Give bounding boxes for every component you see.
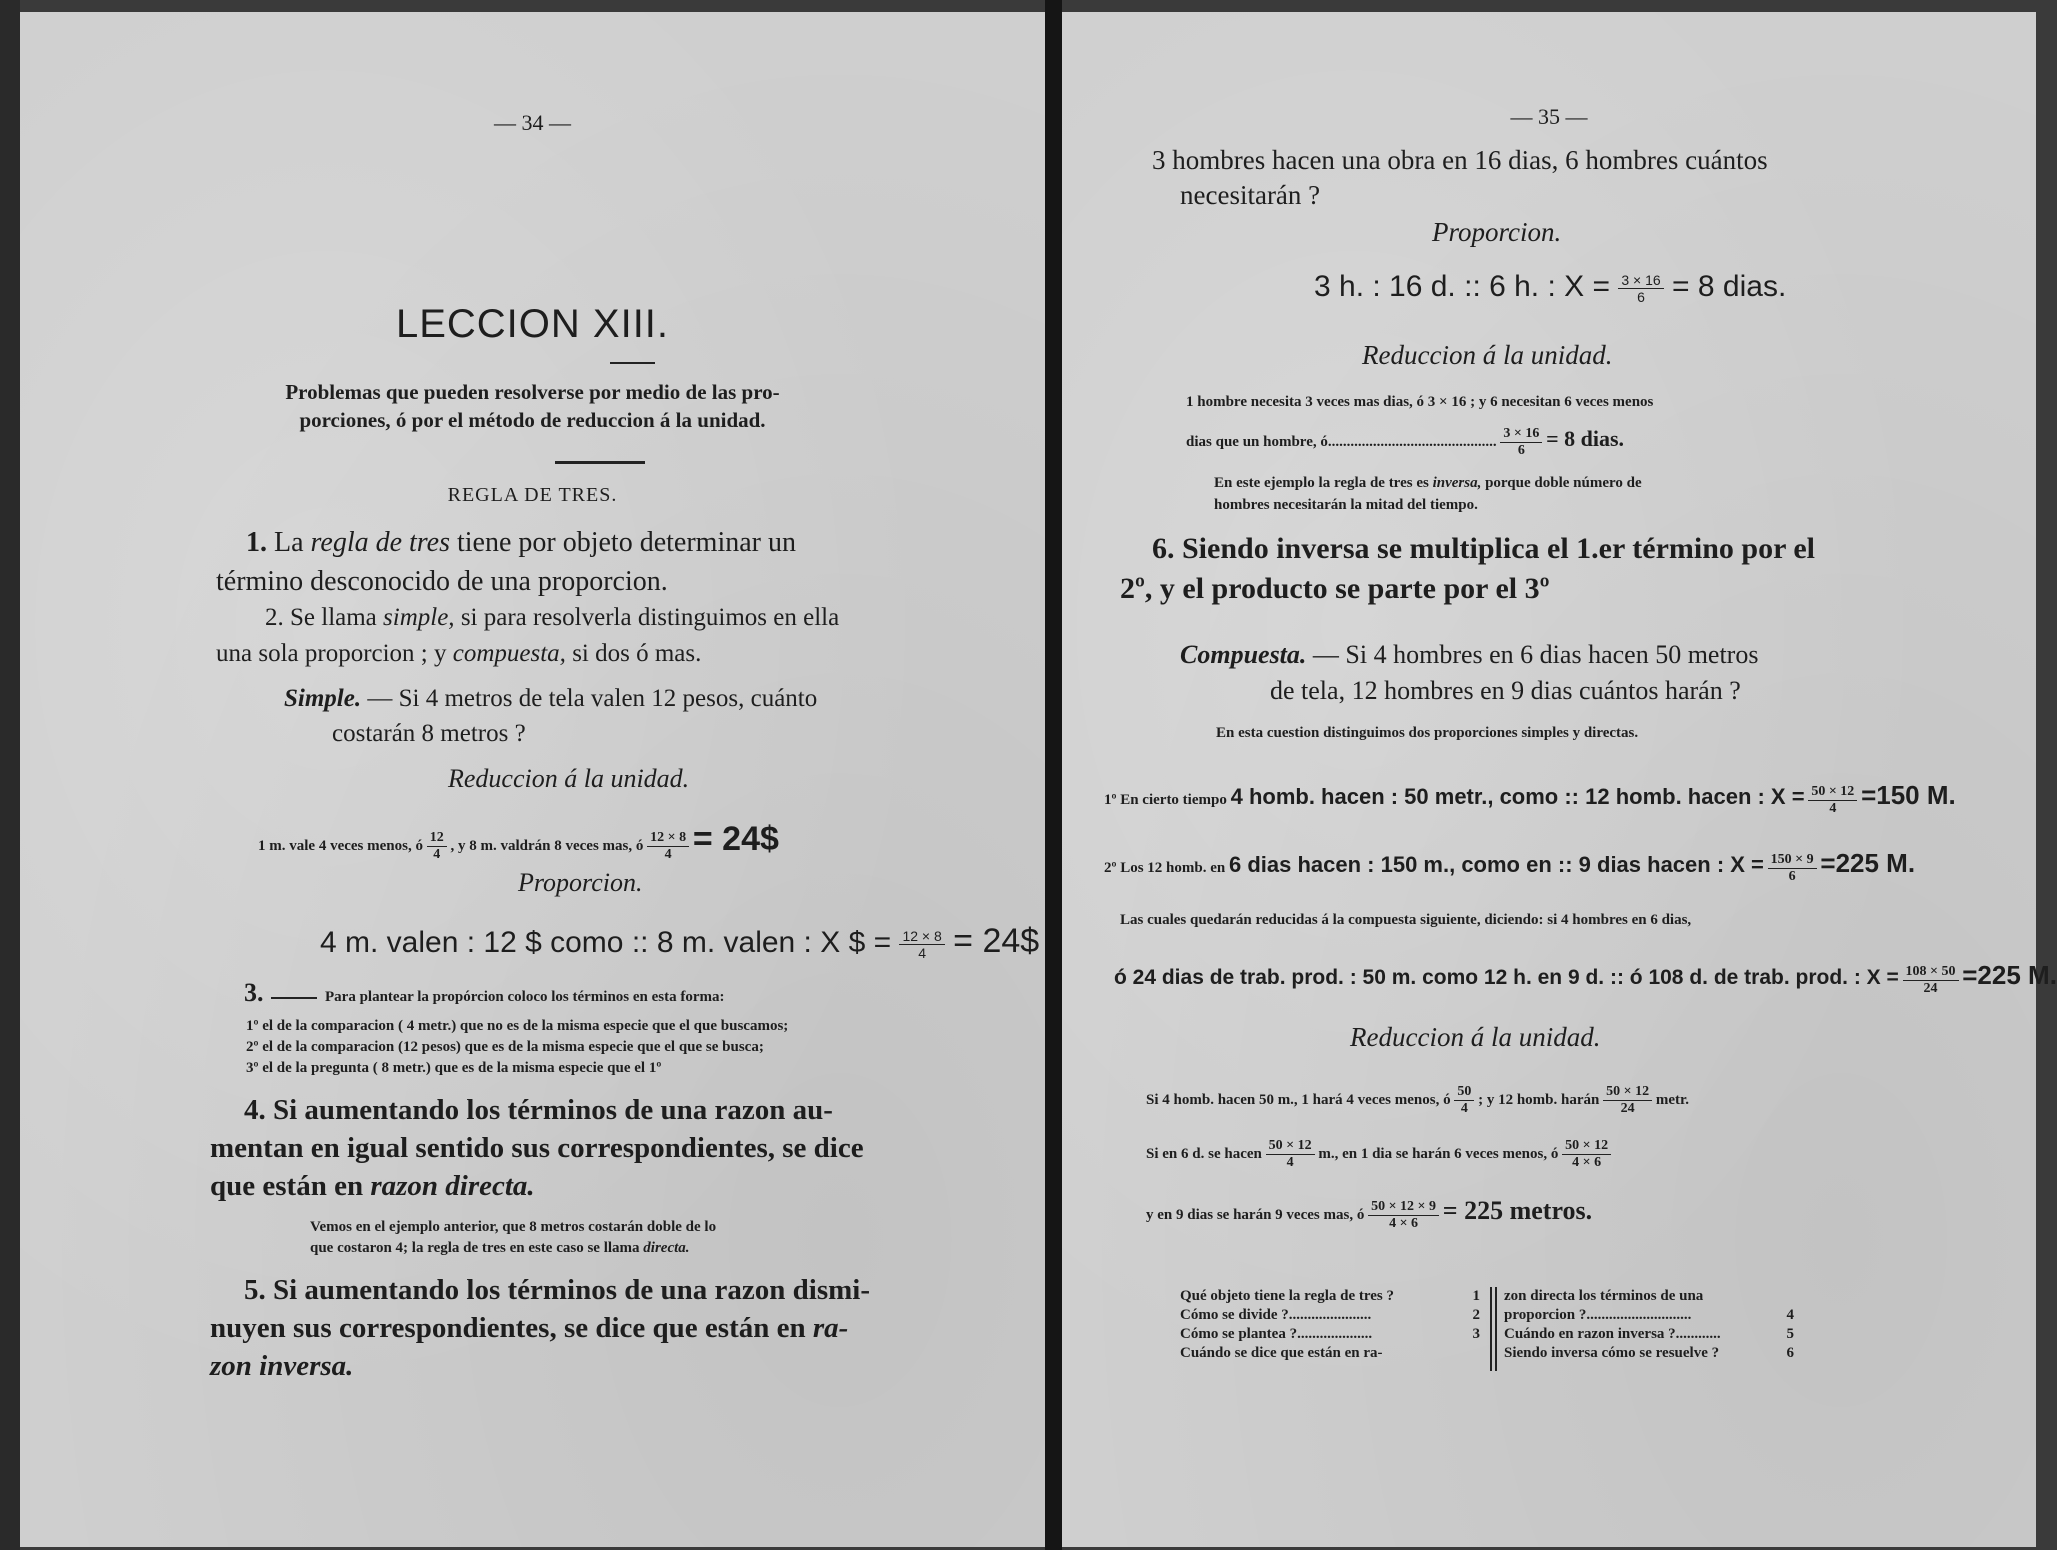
denominator: 24 (1620, 1101, 1635, 1116)
numerator: 50 × 12 (1562, 1138, 1611, 1155)
formula: 4 m. valen : 12 $ como :: 8 m. valen : X $ = (320, 926, 892, 959)
numerator: 3 × 16 (1500, 426, 1542, 443)
reduccion-2-line-2 (1146, 1138, 1611, 1171)
paragraph-1 (246, 525, 796, 561)
text: ; y 12 homb. harán (1478, 1091, 1600, 1108)
proporcion-formula (1314, 270, 1786, 305)
text: metr. (1655, 1091, 1690, 1108)
question-row (1504, 1287, 1794, 1306)
reduccion-line-2 (1186, 426, 1624, 459)
fraction (1454, 1084, 1474, 1117)
text: — Si 4 hombres en 6 dias hacen 50 metros (1306, 640, 1759, 669)
cuestion-line: En esta cuestion distinguimos dos proporciones simples y directas. (1216, 725, 1639, 741)
denominator: 24 (1923, 981, 1938, 997)
paragraph-3-item-1: 1º el de la comparacion ( 4 metr.) que no es de la misma especie que el que buscamos; (246, 1018, 789, 1034)
fraction (647, 830, 689, 863)
text: si dos ó mas. (565, 640, 702, 667)
question-row (1504, 1344, 1794, 1363)
denominator: 4 (1829, 801, 1837, 817)
compuesta-example-line-2: de tela, 12 hombres en 9 dias cuántos harán ? (1270, 676, 1741, 705)
result: = 24$ (953, 922, 1040, 960)
numerator: 3 × 16 (1618, 272, 1663, 289)
dash (271, 997, 317, 999)
text: porque doble número de (1481, 475, 1642, 491)
problem-line-1: 3 hombres hacen una obra en 16 dias, 6 hombres cuántos (1152, 145, 1768, 175)
numerator: 50 × 12 (1808, 784, 1857, 801)
denominator: 4 × 6 (1572, 1155, 1602, 1170)
paragraph-4-line-3 (210, 1168, 535, 1204)
book-spine (1045, 0, 1062, 1550)
result: = 225 metros. (1442, 1196, 1593, 1225)
denominator: 4 (664, 847, 672, 863)
text: 1 m. vale 4 veces menos, ó (258, 838, 423, 854)
problem-line-2: necesitarán ? (1180, 180, 1321, 210)
text: que costaron 4; la regla de tres en este caso se llama (310, 1240, 644, 1256)
compuesta-label: Compuesta. (1180, 640, 1307, 669)
paragraph-6-line-2: 2º, y el producto se parte por el 3º (1120, 572, 1550, 605)
question-number: 1 (1472, 1288, 1480, 1304)
text: En este ejemplo la regla de tres es (1214, 475, 1433, 491)
question-row (1504, 1325, 1794, 1344)
fraction (1903, 964, 1959, 997)
lesson-title: LECCION XIII. (395, 302, 670, 346)
paragraph-3 (244, 978, 725, 1008)
denominator: 4 (433, 847, 441, 863)
reduccion-2-line-3 (1146, 1196, 1592, 1232)
table-divider (1490, 1287, 1492, 1371)
proporcion-title: Proporcion. (518, 868, 643, 897)
question-number: 2 (1472, 1307, 1480, 1323)
table-divider (1495, 1287, 1497, 1371)
term-simple: simple, (383, 604, 455, 631)
denominator: 6 (1637, 288, 1645, 305)
text: Si 4 homb. hacen 50 m., 1 hará 4 veces menos, ó (1146, 1091, 1451, 1108)
result: =150 M. (1861, 780, 1956, 810)
numerator: 50 (1454, 1084, 1474, 1101)
question-row (1180, 1344, 1480, 1363)
paragraph-6: 6. Siendo inversa se multiplica el 1.er término por el (1152, 532, 1816, 565)
page-number: — 35 — (1510, 104, 1588, 129)
simple-example (284, 685, 817, 713)
paragraph-4-note-1: Vemos en el ejemplo anterior, que 8 metros costarán doble de lo (310, 1219, 717, 1235)
fraction (1618, 272, 1663, 305)
right-page (1062, 12, 2057, 1547)
reduccion-line (258, 820, 779, 863)
term-razon: ra- (812, 1312, 849, 1344)
paragraph-4: 4. Si aumentando los términos de una razon au- (244, 1094, 833, 1126)
text: dias que un hombre, ó............................................. (1186, 434, 1497, 450)
cuales-line: Las cuales quedarán reducidas á la compuesta siguiente, diciendo: si 4 hombres en 6 dias, (1120, 912, 1692, 928)
denominator: 4 (918, 944, 927, 961)
numerator: 50 × 12 (1603, 1084, 1652, 1101)
formula: 6 dias hacen : 150 m., como en :: 9 dias hacen : X = (1228, 852, 1764, 877)
text: La (267, 527, 311, 558)
left-page (20, 12, 1045, 1547)
fraction (1603, 1084, 1652, 1117)
paragraph-number: 3. (244, 978, 264, 1007)
denominator: 6 (1788, 869, 1796, 885)
reduccion-2-line-1 (1146, 1084, 1689, 1117)
paragraph-5: 5. Si aumentando los términos de una razon dismi- (244, 1274, 870, 1306)
proportion-row-3 (1114, 960, 2057, 997)
paragraph-2 (265, 604, 839, 632)
text: — Si 4 metros de tela valen 12 pesos, cuánto (361, 685, 818, 712)
result: =225 M. (1820, 848, 1916, 878)
result: = 8 dias. (1546, 426, 1625, 451)
question-number: 6 (1786, 1345, 1794, 1361)
paragraph-4-note-2 (310, 1240, 690, 1257)
question-row (1180, 1306, 1480, 1325)
note-line-1 (1214, 475, 1642, 492)
question-text: Qué objeto tiene la regla de tres ? (1180, 1288, 1394, 1304)
numerator: 108 × 50 (1903, 964, 1959, 981)
question-text: zon directa los términos de una (1504, 1288, 1704, 1304)
text: que están en (210, 1170, 371, 1202)
formula: ó 24 dias de trab. prod. : 50 m. como 12 h. en 9 d. :: ó 108 d. de trab. prod. : X = (1114, 966, 1899, 989)
paragraph-5-line-2 (210, 1310, 848, 1346)
text: nuyen sus correspondientes, se dice que están en (210, 1312, 813, 1344)
numerator: 12 × 8 (647, 830, 689, 847)
reduccion-line-1: 1 hombre necesita 3 veces mas dias, ó 3 × 16 ; y 6 necesitan 6 veces menos (1186, 394, 1654, 410)
row-label: 1º En cierto tiempo (1104, 792, 1227, 808)
fraction (899, 928, 944, 961)
fraction (427, 830, 447, 863)
denominator: 4 × 6 (1389, 1216, 1419, 1232)
reduccion-title: Reduccion á la unidad. (448, 764, 690, 793)
numerator: 12 × 8 (899, 928, 944, 945)
proporcion-title: Proporcion. (1432, 217, 1562, 247)
question-text: Cuándo se dice que están en ra- (1180, 1345, 1383, 1361)
paragraph-3-item-3: 3º el de la pregunta ( 8 metr.) que es de la misma especie que el 1º (246, 1060, 662, 1076)
denominator: 4 (1286, 1155, 1294, 1170)
proporcion-formula (320, 922, 1039, 961)
question-text: Cómo se plantea ?.................... (1180, 1326, 1373, 1342)
result: =225 M. (1962, 960, 2057, 990)
paragraph-2-line-2 (216, 640, 701, 668)
subtitle-line-1: Problemas que pueden resolverse por medio de las pro- (285, 380, 780, 404)
questions-column-right (1504, 1287, 1794, 1363)
result: = 24$ (692, 820, 779, 858)
term-razon-directa: razon directa. (370, 1170, 535, 1202)
fraction (1368, 1199, 1439, 1232)
paragraph-1-line-2: término desconocido de una proporcion. (216, 566, 668, 597)
fraction (1808, 784, 1857, 817)
text: tiene por objeto determinar un (449, 527, 796, 558)
section-title: REGLA DE TRES. (447, 484, 618, 506)
question-number: 3 (1472, 1326, 1480, 1342)
fraction (1562, 1138, 1611, 1171)
term-regla-de-tres: regla de tres (310, 527, 450, 558)
proportion-row-1 (1104, 780, 1956, 817)
simple-example-line-2: costarán 8 metros ? (332, 720, 526, 747)
numerator: 50 × 12 × 9 (1368, 1199, 1439, 1216)
reduccion-title: Reduccion á la unidad. (1362, 340, 1613, 370)
page-number: — 34 — (494, 110, 571, 135)
term-inversa: inversa, (1432, 475, 1482, 491)
row-label: 2º Los 12 homb. en (1104, 860, 1226, 876)
ornament-rule (555, 461, 645, 464)
denominator: 4 (1460, 1101, 1468, 1116)
text: una sola proporcion ; y (216, 640, 453, 667)
fraction (1266, 1138, 1315, 1171)
paragraph-5-line-3: zon inversa. (210, 1350, 354, 1382)
result: = 8 dias. (1672, 270, 1787, 303)
question-text: Siendo inversa cómo se resuelve ? (1504, 1345, 1720, 1361)
text: Si en 6 d. se hacen (1146, 1145, 1262, 1162)
numerator: 50 × 12 (1266, 1138, 1315, 1155)
reduccion-title-2: Reduccion á la unidad. (1350, 1022, 1601, 1052)
subtitle-line-2: porciones, ó por el método de reduccion á la unidad. (299, 408, 766, 432)
simple-label: Simple. (284, 685, 362, 712)
text: , y 8 m. valdrán 8 veces mas, ó (450, 838, 644, 854)
text: m., en 1 dia se harán 6 veces menos, ó (1318, 1145, 1559, 1162)
compuesta-example (1180, 640, 1758, 670)
question-row (1180, 1325, 1480, 1344)
paragraph-3-item-2: 2º el de la comparacion (12 pesos) que es de la misma especie que el que se busca; (246, 1039, 764, 1055)
numerator: 150 × 9 (1768, 852, 1817, 869)
text: Para plantear la propórcion coloco los términos en esta forma: (325, 989, 725, 1005)
formula: 4 homb. hacen : 50 metr., como :: 12 homb. hacen : X = (1230, 784, 1805, 809)
question-row (1504, 1306, 1794, 1325)
text: si para resolverla distinguimos en ella (454, 604, 840, 631)
term-compuesta: compuesta, (452, 640, 566, 667)
questions-column-left (1180, 1287, 1480, 1363)
proportion-row-2 (1104, 848, 1915, 885)
term-directa: directa. (643, 1240, 690, 1256)
text: y en 9 dias se harán 9 veces mas, ó (1146, 1207, 1365, 1223)
numerator: 12 (427, 830, 447, 847)
formula: 3 h. : 16 d. :: 6 h. : X = (1314, 270, 1611, 303)
question-text: Cómo se divide ?...................... (1180, 1307, 1372, 1323)
paragraph-number: 1. (246, 527, 267, 558)
paragraph-4-line-2: mentan en igual sentido sus correspondientes, se dice (210, 1132, 864, 1164)
fraction (1500, 426, 1542, 459)
denominator: 6 (1517, 443, 1525, 459)
fraction (1768, 852, 1817, 885)
question-row (1180, 1287, 1480, 1306)
text: 2. Se llama (265, 604, 384, 631)
question-number: 4 (1786, 1307, 1794, 1323)
book-left-edge (0, 0, 20, 1550)
note-line-2: hombres necesitarán la mitad del tiempo. (1214, 497, 1478, 513)
question-number: 5 (1786, 1326, 1794, 1342)
title-rule (610, 362, 655, 364)
question-text: proporcion ?............................ (1504, 1307, 1692, 1323)
question-text: Cuándo en razon inversa ?............ (1504, 1326, 1721, 1342)
